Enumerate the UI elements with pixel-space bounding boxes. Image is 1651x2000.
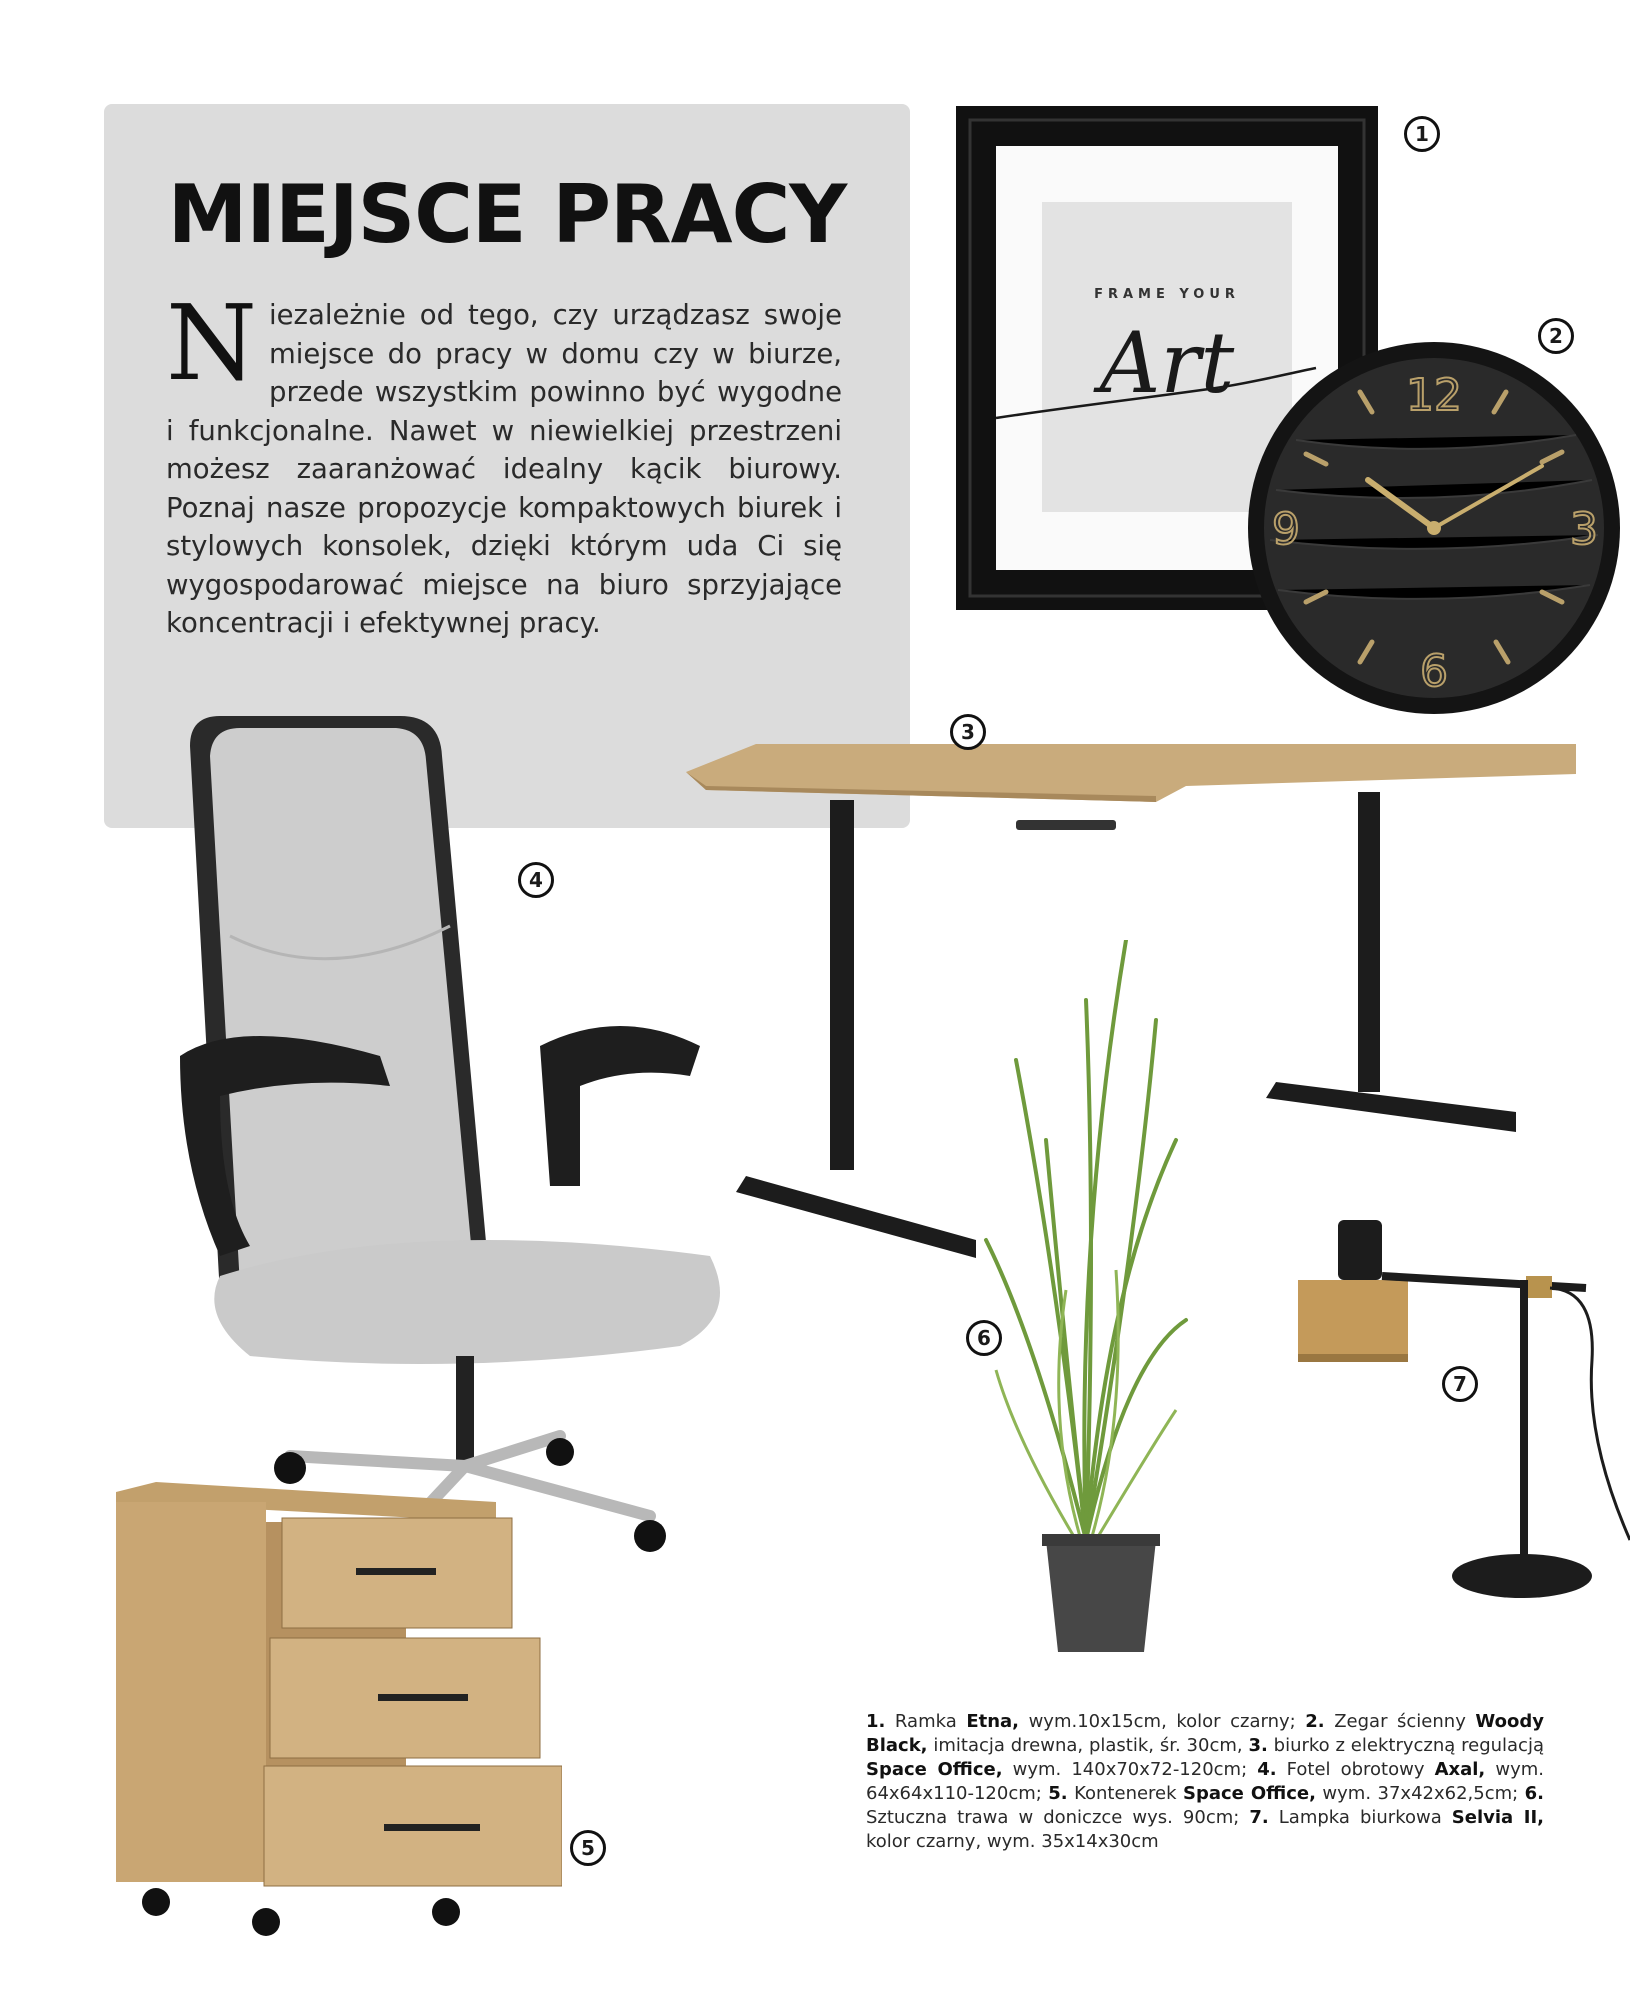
- caption-bold-text: 3.: [1248, 1735, 1268, 1756]
- desk-lamp-image: [1296, 1220, 1630, 1600]
- clock-numeral-12: 12: [1406, 370, 1462, 421]
- caption-bold-text: 5.: [1048, 1783, 1068, 1804]
- clock-numeral-6: 6: [1420, 646, 1448, 697]
- marker-4: 4: [518, 862, 554, 898]
- intro-dropcap: N: [166, 282, 257, 404]
- caption-bold-text: Space Office,: [866, 1759, 1003, 1780]
- caption-text: wym.10x15cm, kolor czarny;: [1019, 1711, 1306, 1732]
- caption-bold-text: Etna,: [966, 1711, 1020, 1732]
- caption-bold-text: 2.: [1305, 1711, 1325, 1732]
- caption-text: Zegar ścienny: [1324, 1711, 1476, 1732]
- intro-body: iezależnie od tego, czy urządzasz swoje miejsce do pracy w domu czy w biurze, przede wszystkim powinno być wygodne i funkcjonalne. Nawet w niewielkiej przestrzeni możesz zaaranżować idealny kącik biurowy. Poznaj nasze propozycje kompaktowych biurek i stylowych konsolek, dzięki którym uda Ci się wygospodarować miejsce na biuro sprzyjające koncentracji i efektywnej pracy.: [166, 299, 842, 639]
- wall-clock-image: [1246, 340, 1622, 716]
- marker-3: 3: [950, 714, 986, 750]
- artificial-grass-image: [976, 940, 1196, 1655]
- caption-bold-text: 4.: [1257, 1759, 1277, 1780]
- marker-6: 6: [966, 1320, 1002, 1356]
- clock-numeral-9: 9: [1272, 504, 1300, 555]
- caption-bold-text: 7.: [1249, 1807, 1269, 1828]
- caption-text: Ramka: [885, 1711, 967, 1732]
- caption-bold-text: Space Office,: [1183, 1783, 1316, 1804]
- caption-text: Lampka biurkowa: [1268, 1807, 1452, 1828]
- caption-bold-text: Woody Black,: [866, 1711, 1544, 1756]
- caption-text: imitacja drewna, plastik, śr. 30cm,: [927, 1735, 1249, 1756]
- drawer-container-image: [116, 1482, 562, 1946]
- caption-bold-text: 1.: [866, 1711, 886, 1732]
- caption-text: wym. 37x42x62,5cm;: [1315, 1783, 1525, 1804]
- caption-text: kolor czarny, wym. 35x14x30cm: [866, 1831, 1159, 1852]
- marker-5: 5: [570, 1830, 606, 1866]
- caption-text: biurko z elektryczną regulacją: [1267, 1735, 1544, 1756]
- caption-bold-text: Axal,: [1434, 1759, 1486, 1780]
- frame-print-top-text: FRAME YOUR: [1094, 287, 1240, 302]
- caption-text: wym. 140x70x72-120cm;: [1002, 1759, 1258, 1780]
- marker-7: 7: [1442, 1366, 1478, 1402]
- caption-text: Sztuczna trawa w doniczce wys. 90cm;: [866, 1807, 1250, 1828]
- caption-text: Kontenerek: [1067, 1783, 1184, 1804]
- caption-bold-text: Selvia II,: [1451, 1807, 1545, 1828]
- intro-text: [166, 282, 842, 643]
- clock-numeral-3: 3: [1570, 504, 1598, 555]
- marker-1: 1: [1404, 116, 1440, 152]
- product-caption: [866, 1710, 1544, 1854]
- caption-text: wym. 64x64x110-120cm;: [866, 1759, 1544, 1804]
- page-title: MIEJSCE PRACY: [167, 168, 847, 261]
- frame-print-script-text: Art: [1099, 314, 1235, 412]
- caption-text: Fotel obrotowy: [1276, 1759, 1435, 1780]
- marker-2: 2: [1538, 318, 1574, 354]
- caption-bold-text: 6.: [1524, 1783, 1545, 1804]
